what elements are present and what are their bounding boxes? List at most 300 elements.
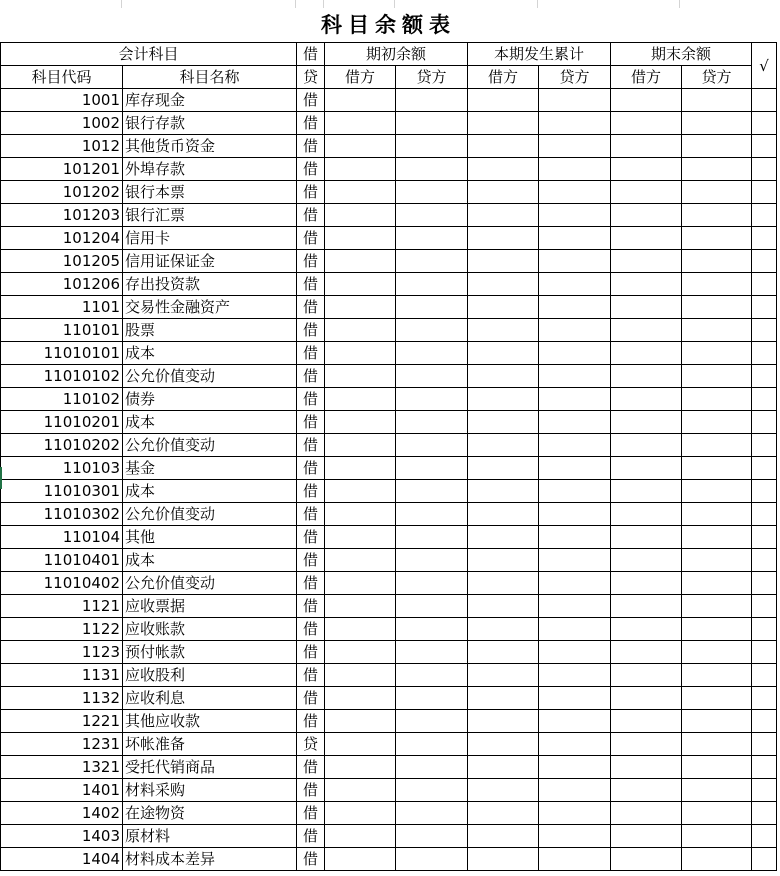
check-cell[interactable] bbox=[752, 848, 777, 871]
closing-debit-cell[interactable] bbox=[611, 779, 682, 802]
current-debit-cell[interactable] bbox=[468, 365, 539, 388]
opening-debit-cell[interactable] bbox=[325, 411, 396, 434]
current-debit-cell[interactable] bbox=[468, 480, 539, 503]
opening-debit-cell[interactable] bbox=[325, 825, 396, 848]
closing-debit-cell[interactable] bbox=[611, 710, 682, 733]
check-cell[interactable] bbox=[752, 319, 777, 342]
closing-debit-cell[interactable] bbox=[611, 112, 682, 135]
account-name-cell[interactable]: 应收利息 bbox=[123, 687, 297, 710]
direction-cell[interactable]: 借 bbox=[297, 296, 325, 319]
check-cell[interactable] bbox=[752, 227, 777, 250]
closing-debit-cell[interactable] bbox=[611, 273, 682, 296]
opening-credit-cell[interactable] bbox=[396, 434, 468, 457]
closing-debit-cell[interactable] bbox=[611, 572, 682, 595]
account-name-cell[interactable]: 原材料 bbox=[123, 825, 297, 848]
current-credit-cell[interactable] bbox=[539, 250, 611, 273]
current-credit-cell[interactable] bbox=[539, 825, 611, 848]
closing-credit-cell[interactable] bbox=[682, 526, 752, 549]
check-cell[interactable] bbox=[752, 89, 777, 112]
closing-debit-cell[interactable] bbox=[611, 204, 682, 227]
direction-cell[interactable]: 借 bbox=[297, 181, 325, 204]
closing-credit-cell[interactable] bbox=[682, 618, 752, 641]
opening-debit-cell[interactable] bbox=[325, 595, 396, 618]
check-cell[interactable] bbox=[752, 158, 777, 181]
direction-cell[interactable]: 借 bbox=[297, 457, 325, 480]
account-code-cell[interactable]: 110103 bbox=[1, 457, 123, 480]
account-code-cell[interactable]: 1403 bbox=[1, 825, 123, 848]
current-debit-cell[interactable] bbox=[468, 710, 539, 733]
account-name-cell[interactable]: 债券 bbox=[123, 388, 297, 411]
header-account-group[interactable]: 会计科目 bbox=[1, 43, 297, 66]
opening-credit-cell[interactable] bbox=[396, 319, 468, 342]
account-code-cell[interactable]: 1402 bbox=[1, 802, 123, 825]
current-debit-cell[interactable] bbox=[468, 595, 539, 618]
opening-credit-cell[interactable] bbox=[396, 250, 468, 273]
closing-debit-cell[interactable] bbox=[611, 756, 682, 779]
current-debit-cell[interactable] bbox=[468, 181, 539, 204]
header-opening-balance[interactable]: 期初余额 bbox=[325, 43, 468, 66]
account-code-cell[interactable]: 110104 bbox=[1, 526, 123, 549]
header-current-period[interactable]: 本期发生累计 bbox=[468, 43, 611, 66]
opening-credit-cell[interactable] bbox=[396, 296, 468, 319]
opening-debit-cell[interactable] bbox=[325, 273, 396, 296]
opening-debit-cell[interactable] bbox=[325, 181, 396, 204]
current-credit-cell[interactable] bbox=[539, 135, 611, 158]
header-account-code[interactable]: 科目代码 bbox=[1, 66, 123, 89]
closing-credit-cell[interactable] bbox=[682, 434, 752, 457]
direction-cell[interactable]: 借 bbox=[297, 825, 325, 848]
current-credit-cell[interactable] bbox=[539, 549, 611, 572]
closing-credit-cell[interactable] bbox=[682, 227, 752, 250]
closing-credit-cell[interactable] bbox=[682, 319, 752, 342]
header-opening-credit[interactable]: 贷方 bbox=[396, 66, 468, 89]
direction-cell[interactable]: 借 bbox=[297, 503, 325, 526]
closing-debit-cell[interactable] bbox=[611, 250, 682, 273]
check-cell[interactable] bbox=[752, 779, 777, 802]
account-name-cell[interactable]: 银行本票 bbox=[123, 181, 297, 204]
closing-credit-cell[interactable] bbox=[682, 733, 752, 756]
check-cell[interactable] bbox=[752, 411, 777, 434]
current-credit-cell[interactable] bbox=[539, 733, 611, 756]
account-name-cell[interactable]: 预付帐款 bbox=[123, 641, 297, 664]
closing-credit-cell[interactable] bbox=[682, 664, 752, 687]
account-code-cell[interactable]: 1001 bbox=[1, 89, 123, 112]
opening-debit-cell[interactable] bbox=[325, 503, 396, 526]
opening-credit-cell[interactable] bbox=[396, 618, 468, 641]
closing-debit-cell[interactable] bbox=[611, 296, 682, 319]
direction-cell[interactable]: 借 bbox=[297, 549, 325, 572]
account-code-cell[interactable]: 101206 bbox=[1, 273, 123, 296]
opening-debit-cell[interactable] bbox=[325, 572, 396, 595]
account-code-cell[interactable]: 11010302 bbox=[1, 503, 123, 526]
direction-cell[interactable]: 借 bbox=[297, 848, 325, 871]
account-code-cell[interactable]: 101201 bbox=[1, 158, 123, 181]
opening-debit-cell[interactable] bbox=[325, 756, 396, 779]
opening-debit-cell[interactable] bbox=[325, 227, 396, 250]
direction-cell[interactable]: 借 bbox=[297, 135, 325, 158]
current-credit-cell[interactable] bbox=[539, 273, 611, 296]
current-credit-cell[interactable] bbox=[539, 572, 611, 595]
closing-credit-cell[interactable] bbox=[682, 135, 752, 158]
opening-credit-cell[interactable] bbox=[396, 411, 468, 434]
account-code-cell[interactable]: 1012 bbox=[1, 135, 123, 158]
closing-credit-cell[interactable] bbox=[682, 710, 752, 733]
current-debit-cell[interactable] bbox=[468, 296, 539, 319]
opening-debit-cell[interactable] bbox=[325, 848, 396, 871]
direction-cell[interactable]: 借 bbox=[297, 89, 325, 112]
current-debit-cell[interactable] bbox=[468, 250, 539, 273]
closing-debit-cell[interactable] bbox=[611, 802, 682, 825]
opening-debit-cell[interactable] bbox=[325, 733, 396, 756]
opening-credit-cell[interactable] bbox=[396, 641, 468, 664]
check-cell[interactable] bbox=[752, 572, 777, 595]
account-name-cell[interactable]: 银行存款 bbox=[123, 112, 297, 135]
current-debit-cell[interactable] bbox=[468, 112, 539, 135]
check-cell[interactable] bbox=[752, 549, 777, 572]
check-cell[interactable] bbox=[752, 135, 777, 158]
header-closing-balance[interactable]: 期末余额 bbox=[611, 43, 752, 66]
account-name-cell[interactable]: 其他 bbox=[123, 526, 297, 549]
opening-debit-cell[interactable] bbox=[325, 618, 396, 641]
opening-debit-cell[interactable] bbox=[325, 779, 396, 802]
current-debit-cell[interactable] bbox=[468, 434, 539, 457]
closing-credit-cell[interactable] bbox=[682, 204, 752, 227]
current-debit-cell[interactable] bbox=[468, 779, 539, 802]
current-credit-cell[interactable] bbox=[539, 526, 611, 549]
account-code-cell[interactable]: 1321 bbox=[1, 756, 123, 779]
current-debit-cell[interactable] bbox=[468, 319, 539, 342]
opening-credit-cell[interactable] bbox=[396, 457, 468, 480]
opening-credit-cell[interactable] bbox=[396, 687, 468, 710]
direction-cell[interactable]: 借 bbox=[297, 618, 325, 641]
account-code-cell[interactable]: 1123 bbox=[1, 641, 123, 664]
direction-cell[interactable]: 借 bbox=[297, 710, 325, 733]
current-credit-cell[interactable] bbox=[539, 112, 611, 135]
current-debit-cell[interactable] bbox=[468, 549, 539, 572]
opening-debit-cell[interactable] bbox=[325, 802, 396, 825]
current-credit-cell[interactable] bbox=[539, 848, 611, 871]
closing-debit-cell[interactable] bbox=[611, 848, 682, 871]
closing-credit-cell[interactable] bbox=[682, 687, 752, 710]
direction-cell[interactable]: 借 bbox=[297, 273, 325, 296]
closing-credit-cell[interactable] bbox=[682, 595, 752, 618]
closing-debit-cell[interactable] bbox=[611, 480, 682, 503]
account-code-cell[interactable]: 11010301 bbox=[1, 480, 123, 503]
closing-credit-cell[interactable] bbox=[682, 250, 752, 273]
opening-debit-cell[interactable] bbox=[325, 710, 396, 733]
header-direction-top[interactable]: 借 bbox=[297, 43, 325, 66]
current-debit-cell[interactable] bbox=[468, 158, 539, 181]
opening-credit-cell[interactable] bbox=[396, 802, 468, 825]
account-name-cell[interactable]: 存出投资款 bbox=[123, 273, 297, 296]
account-name-cell[interactable]: 坏帐准备 bbox=[123, 733, 297, 756]
opening-credit-cell[interactable] bbox=[396, 503, 468, 526]
opening-debit-cell[interactable] bbox=[325, 204, 396, 227]
header-direction-bottom[interactable]: 贷 bbox=[297, 66, 325, 89]
current-credit-cell[interactable] bbox=[539, 296, 611, 319]
direction-cell[interactable]: 借 bbox=[297, 112, 325, 135]
current-debit-cell[interactable] bbox=[468, 89, 539, 112]
account-name-cell[interactable]: 外埠存款 bbox=[123, 158, 297, 181]
current-debit-cell[interactable] bbox=[468, 388, 539, 411]
account-name-cell[interactable]: 库存现金 bbox=[123, 89, 297, 112]
account-code-cell[interactable]: 1002 bbox=[1, 112, 123, 135]
account-name-cell[interactable]: 信用卡 bbox=[123, 227, 297, 250]
account-code-cell[interactable]: 1404 bbox=[1, 848, 123, 871]
account-code-cell[interactable]: 11010402 bbox=[1, 572, 123, 595]
current-credit-cell[interactable] bbox=[539, 687, 611, 710]
current-credit-cell[interactable] bbox=[539, 641, 611, 664]
closing-credit-cell[interactable] bbox=[682, 112, 752, 135]
account-name-cell[interactable]: 成本 bbox=[123, 549, 297, 572]
current-debit-cell[interactable] bbox=[468, 848, 539, 871]
current-debit-cell[interactable] bbox=[468, 687, 539, 710]
current-debit-cell[interactable] bbox=[468, 664, 539, 687]
check-cell[interactable] bbox=[752, 664, 777, 687]
current-credit-cell[interactable] bbox=[539, 595, 611, 618]
closing-credit-cell[interactable] bbox=[682, 273, 752, 296]
account-name-cell[interactable]: 应收账款 bbox=[123, 618, 297, 641]
account-name-cell[interactable]: 银行汇票 bbox=[123, 204, 297, 227]
account-code-cell[interactable]: 110101 bbox=[1, 319, 123, 342]
closing-credit-cell[interactable] bbox=[682, 296, 752, 319]
opening-debit-cell[interactable] bbox=[325, 342, 396, 365]
closing-credit-cell[interactable] bbox=[682, 480, 752, 503]
check-cell[interactable] bbox=[752, 365, 777, 388]
closing-debit-cell[interactable] bbox=[611, 503, 682, 526]
opening-credit-cell[interactable] bbox=[396, 825, 468, 848]
direction-cell[interactable]: 借 bbox=[297, 802, 325, 825]
current-debit-cell[interactable] bbox=[468, 204, 539, 227]
opening-credit-cell[interactable] bbox=[396, 572, 468, 595]
closing-debit-cell[interactable] bbox=[611, 618, 682, 641]
closing-debit-cell[interactable] bbox=[611, 687, 682, 710]
header-closing-credit[interactable]: 贷方 bbox=[682, 66, 752, 89]
closing-debit-cell[interactable] bbox=[611, 227, 682, 250]
current-credit-cell[interactable] bbox=[539, 181, 611, 204]
opening-debit-cell[interactable] bbox=[325, 365, 396, 388]
opening-debit-cell[interactable] bbox=[325, 112, 396, 135]
current-debit-cell[interactable] bbox=[468, 825, 539, 848]
opening-debit-cell[interactable] bbox=[325, 388, 396, 411]
closing-debit-cell[interactable] bbox=[611, 365, 682, 388]
direction-cell[interactable]: 借 bbox=[297, 342, 325, 365]
opening-debit-cell[interactable] bbox=[325, 664, 396, 687]
opening-credit-cell[interactable] bbox=[396, 664, 468, 687]
account-name-cell[interactable]: 材料成本差异 bbox=[123, 848, 297, 871]
account-code-cell[interactable]: 101204 bbox=[1, 227, 123, 250]
check-cell[interactable] bbox=[752, 595, 777, 618]
current-credit-cell[interactable] bbox=[539, 204, 611, 227]
opening-credit-cell[interactable] bbox=[396, 595, 468, 618]
current-credit-cell[interactable] bbox=[539, 618, 611, 641]
opening-debit-cell[interactable] bbox=[325, 434, 396, 457]
account-name-cell[interactable]: 公允价值变动 bbox=[123, 434, 297, 457]
check-cell[interactable] bbox=[752, 825, 777, 848]
current-credit-cell[interactable] bbox=[539, 480, 611, 503]
current-credit-cell[interactable] bbox=[539, 503, 611, 526]
header-current-debit[interactable]: 借方 bbox=[468, 66, 539, 89]
closing-debit-cell[interactable] bbox=[611, 342, 682, 365]
current-credit-cell[interactable] bbox=[539, 319, 611, 342]
header-current-credit[interactable]: 贷方 bbox=[539, 66, 611, 89]
header-opening-debit[interactable]: 借方 bbox=[325, 66, 396, 89]
closing-debit-cell[interactable] bbox=[611, 135, 682, 158]
closing-credit-cell[interactable] bbox=[682, 848, 752, 871]
check-cell[interactable] bbox=[752, 250, 777, 273]
direction-cell[interactable]: 借 bbox=[297, 595, 325, 618]
opening-credit-cell[interactable] bbox=[396, 204, 468, 227]
check-cell[interactable] bbox=[752, 641, 777, 664]
opening-credit-cell[interactable] bbox=[396, 181, 468, 204]
account-name-cell[interactable]: 应收票据 bbox=[123, 595, 297, 618]
closing-credit-cell[interactable] bbox=[682, 641, 752, 664]
opening-credit-cell[interactable] bbox=[396, 89, 468, 112]
account-name-cell[interactable]: 其他货币资金 bbox=[123, 135, 297, 158]
opening-credit-cell[interactable] bbox=[396, 549, 468, 572]
closing-debit-cell[interactable] bbox=[611, 825, 682, 848]
current-credit-cell[interactable] bbox=[539, 342, 611, 365]
closing-debit-cell[interactable] bbox=[611, 434, 682, 457]
account-name-cell[interactable]: 成本 bbox=[123, 480, 297, 503]
closing-credit-cell[interactable] bbox=[682, 756, 752, 779]
current-debit-cell[interactable] bbox=[468, 411, 539, 434]
opening-credit-cell[interactable] bbox=[396, 733, 468, 756]
check-cell[interactable] bbox=[752, 733, 777, 756]
opening-credit-cell[interactable] bbox=[396, 480, 468, 503]
current-debit-cell[interactable] bbox=[468, 756, 539, 779]
check-cell[interactable] bbox=[752, 273, 777, 296]
account-name-cell[interactable]: 股票 bbox=[123, 319, 297, 342]
check-cell[interactable] bbox=[752, 710, 777, 733]
account-name-cell[interactable]: 公允价值变动 bbox=[123, 572, 297, 595]
current-debit-cell[interactable] bbox=[468, 227, 539, 250]
opening-credit-cell[interactable] bbox=[396, 158, 468, 181]
current-debit-cell[interactable] bbox=[468, 641, 539, 664]
closing-credit-cell[interactable] bbox=[682, 365, 752, 388]
current-debit-cell[interactable] bbox=[468, 802, 539, 825]
current-credit-cell[interactable] bbox=[539, 365, 611, 388]
account-code-cell[interactable]: 1122 bbox=[1, 618, 123, 641]
account-name-cell[interactable]: 公允价值变动 bbox=[123, 503, 297, 526]
current-debit-cell[interactable] bbox=[468, 457, 539, 480]
opening-debit-cell[interactable] bbox=[325, 457, 396, 480]
current-debit-cell[interactable] bbox=[468, 526, 539, 549]
opening-credit-cell[interactable] bbox=[396, 342, 468, 365]
direction-cell[interactable]: 借 bbox=[297, 204, 325, 227]
check-cell[interactable] bbox=[752, 342, 777, 365]
current-debit-cell[interactable] bbox=[468, 503, 539, 526]
account-code-cell[interactable]: 1132 bbox=[1, 687, 123, 710]
check-cell[interactable] bbox=[752, 756, 777, 779]
opening-debit-cell[interactable] bbox=[325, 296, 396, 319]
opening-credit-cell[interactable] bbox=[396, 526, 468, 549]
opening-credit-cell[interactable] bbox=[396, 848, 468, 871]
direction-cell[interactable]: 借 bbox=[297, 779, 325, 802]
direction-cell[interactable]: 贷 bbox=[297, 733, 325, 756]
check-cell[interactable] bbox=[752, 296, 777, 319]
opening-debit-cell[interactable] bbox=[325, 135, 396, 158]
closing-debit-cell[interactable] bbox=[611, 388, 682, 411]
closing-credit-cell[interactable] bbox=[682, 802, 752, 825]
opening-debit-cell[interactable] bbox=[325, 480, 396, 503]
opening-debit-cell[interactable] bbox=[325, 641, 396, 664]
account-code-cell[interactable]: 1121 bbox=[1, 595, 123, 618]
opening-debit-cell[interactable] bbox=[325, 526, 396, 549]
current-debit-cell[interactable] bbox=[468, 135, 539, 158]
account-code-cell[interactable]: 110102 bbox=[1, 388, 123, 411]
opening-debit-cell[interactable] bbox=[325, 250, 396, 273]
account-code-cell[interactable]: 11010201 bbox=[1, 411, 123, 434]
current-credit-cell[interactable] bbox=[539, 664, 611, 687]
account-name-cell[interactable]: 应收股利 bbox=[123, 664, 297, 687]
current-credit-cell[interactable] bbox=[539, 388, 611, 411]
opening-credit-cell[interactable] bbox=[396, 227, 468, 250]
account-code-cell[interactable]: 11010101 bbox=[1, 342, 123, 365]
closing-credit-cell[interactable] bbox=[682, 388, 752, 411]
direction-cell[interactable]: 借 bbox=[297, 687, 325, 710]
current-credit-cell[interactable] bbox=[539, 434, 611, 457]
direction-cell[interactable]: 借 bbox=[297, 526, 325, 549]
direction-cell[interactable]: 借 bbox=[297, 388, 325, 411]
closing-credit-cell[interactable] bbox=[682, 572, 752, 595]
opening-debit-cell[interactable] bbox=[325, 549, 396, 572]
closing-debit-cell[interactable] bbox=[611, 733, 682, 756]
check-cell[interactable] bbox=[752, 802, 777, 825]
closing-debit-cell[interactable] bbox=[611, 457, 682, 480]
direction-cell[interactable]: 借 bbox=[297, 572, 325, 595]
current-credit-cell[interactable] bbox=[539, 89, 611, 112]
direction-cell[interactable]: 借 bbox=[297, 411, 325, 434]
account-code-cell[interactable]: 1101 bbox=[1, 296, 123, 319]
account-name-cell[interactable]: 基金 bbox=[123, 457, 297, 480]
account-name-cell[interactable]: 材料采购 bbox=[123, 779, 297, 802]
account-name-cell[interactable]: 信用证保证金 bbox=[123, 250, 297, 273]
opening-credit-cell[interactable] bbox=[396, 273, 468, 296]
page-title[interactable]: 科目余额表 bbox=[1, 8, 777, 43]
account-code-cell[interactable]: 1131 bbox=[1, 664, 123, 687]
check-cell[interactable] bbox=[752, 204, 777, 227]
account-name-cell[interactable]: 在途物资 bbox=[123, 802, 297, 825]
check-cell[interactable] bbox=[752, 480, 777, 503]
account-code-cell[interactable]: 1221 bbox=[1, 710, 123, 733]
closing-credit-cell[interactable] bbox=[682, 503, 752, 526]
closing-credit-cell[interactable] bbox=[682, 411, 752, 434]
check-cell[interactable] bbox=[752, 526, 777, 549]
closing-credit-cell[interactable] bbox=[682, 825, 752, 848]
header-check-mark[interactable]: √ bbox=[752, 43, 777, 89]
closing-credit-cell[interactable] bbox=[682, 181, 752, 204]
current-credit-cell[interactable] bbox=[539, 411, 611, 434]
account-code-cell[interactable]: 1231 bbox=[1, 733, 123, 756]
account-code-cell[interactable]: 101202 bbox=[1, 181, 123, 204]
account-code-cell[interactable]: 11010102 bbox=[1, 365, 123, 388]
direction-cell[interactable]: 借 bbox=[297, 434, 325, 457]
account-code-cell[interactable]: 11010202 bbox=[1, 434, 123, 457]
current-credit-cell[interactable] bbox=[539, 802, 611, 825]
current-debit-cell[interactable] bbox=[468, 733, 539, 756]
direction-cell[interactable]: 借 bbox=[297, 250, 325, 273]
opening-debit-cell[interactable] bbox=[325, 687, 396, 710]
current-credit-cell[interactable] bbox=[539, 779, 611, 802]
direction-cell[interactable]: 借 bbox=[297, 756, 325, 779]
direction-cell[interactable]: 借 bbox=[297, 365, 325, 388]
check-cell[interactable] bbox=[752, 687, 777, 710]
current-credit-cell[interactable] bbox=[539, 756, 611, 779]
closing-debit-cell[interactable] bbox=[611, 89, 682, 112]
opening-credit-cell[interactable] bbox=[396, 365, 468, 388]
check-cell[interactable] bbox=[752, 434, 777, 457]
